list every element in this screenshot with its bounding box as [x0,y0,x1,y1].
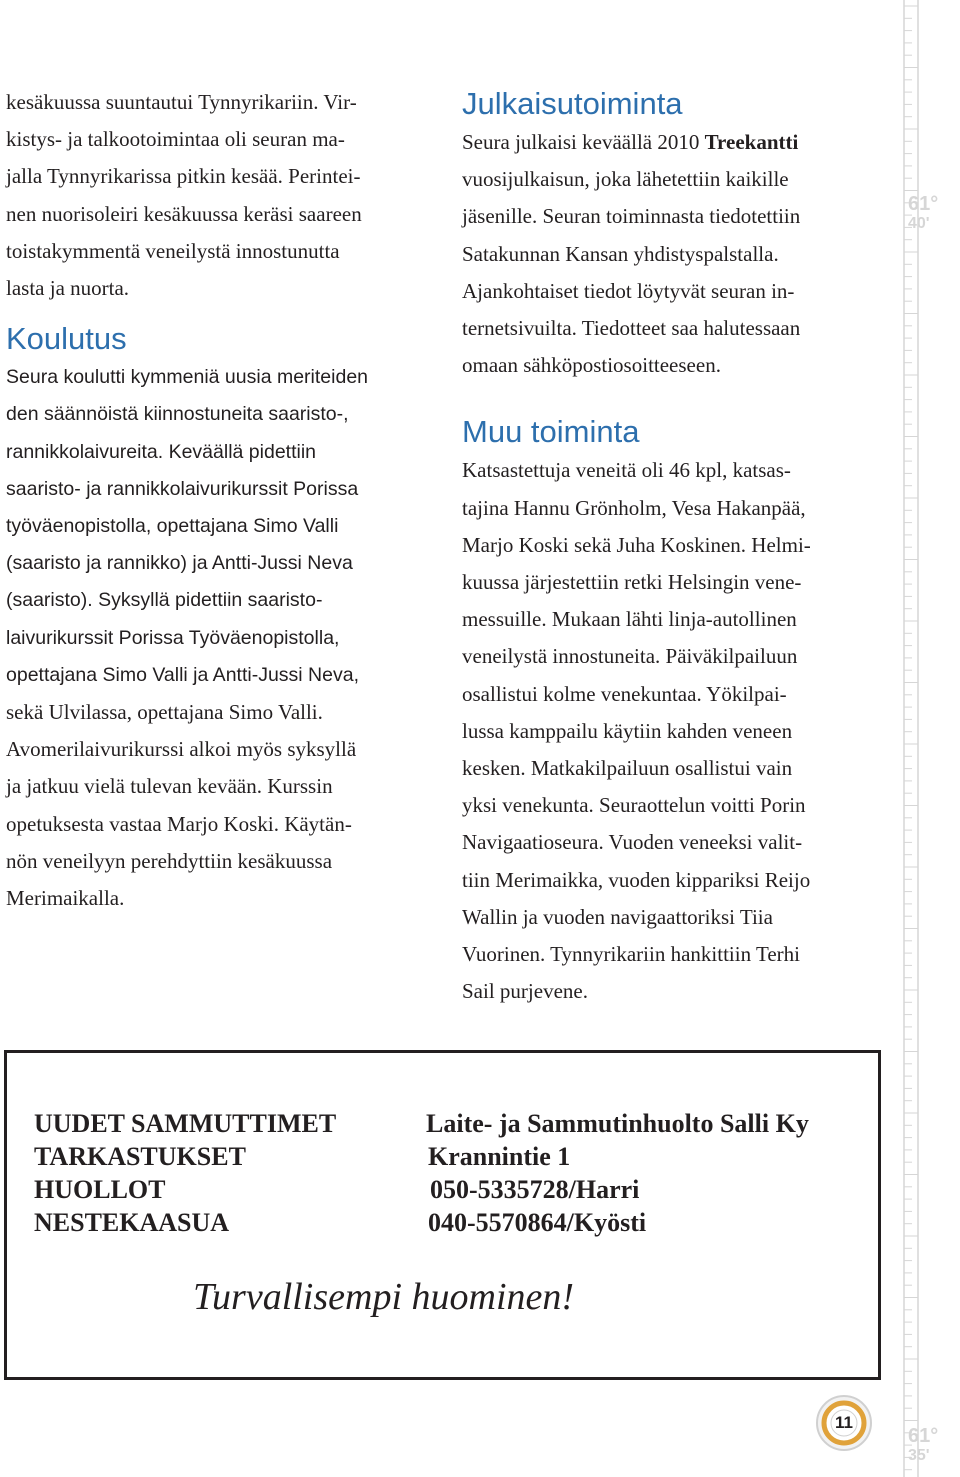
coordinate-label-bottom [908,1426,938,1464]
advert-service-line: UUDET SAMMUTTIMET [34,1109,337,1138]
coordinate-label-top [908,194,938,232]
right-column [462,84,902,1010]
muu-line: Wallin ja vuoden navigaattoriksi Tiia [462,904,773,929]
koulutus-heading: Koulutus [6,321,127,357]
muu-line: Marjo Koski sekä Juha Koskinen. Helmi- [462,532,811,557]
page-number-badge [814,1393,874,1453]
coordinate-minutes: 40' [908,215,930,232]
muu-line: yksi venekunta. Seuraottelun voitti Porin [462,793,806,818]
advert-company-name: Laite- ja Sammutinhuolto Salli Ky [426,1109,809,1138]
muu-line: kesken. Matkakilpailuun osallistui vain [462,756,793,781]
julkaisu-line: Satakunnan Kansan yhdistyspalstalla. [462,241,779,266]
coordinate-degrees: 61° [908,1425,939,1447]
koulutus-line: den säännöistä kiinnostuneita saaristo-, [6,403,349,426]
julkaisu-line: omaan sähköpostiosoitteeseen. [462,353,721,378]
muu-line: osallistui kolme venekuntaa. Yökilpai- [462,681,787,706]
julkaisu-line: ternetsivuilta. Tiedotteet saa halutessaan [462,316,801,341]
koulutus-line: laivurikurssit Porissa Työväenopistolla, [6,626,340,649]
muu-line: Navigaatioseura. Vuoden veneeksi valit- [462,830,803,855]
intro-line: jalla Tynnyrikarissa pitkin kesää. Perintei- [6,164,361,189]
intro-line: nen nuorisoleiri kesäkuussa keräsi saareen [6,201,362,226]
muu-line: Sail purjevene. [462,979,588,1004]
intro-line: lasta ja nuorta. [6,276,130,301]
koulutus-line: Merimaikalla. [6,886,125,911]
advert-service-line: HUOLLOT [34,1175,166,1204]
julkaisu-first-line [462,124,902,161]
coordinate-degrees: 61° [908,193,939,215]
koulutus-line: Seura koulutti kymmeniä uusia meriteiden [6,366,369,389]
koulutus-line: (saaristo ja rannikko) ja Antti-Jussi Neva [6,552,353,575]
muu-line: veneilystä innostuneita. Päiväkilpailuun [462,644,798,669]
left-column [6,84,436,917]
koulutus-line: rannikkolaivureita. Keväällä pidettiin [6,440,317,463]
muu-line: tiin Merimaikka, vuoden kippariksi Reijo [462,867,811,892]
muu-line: Vuorinen. Tynnyrikariin hankittiin Terhi [462,942,800,967]
muu-line: lussa kamppailu käytiin kahden veneen [462,718,793,743]
advert-phone: 040-5570864/Kyösti [428,1208,647,1237]
advert-box [4,1050,881,1380]
intro-line: toistakymmentä veneilystä innostunutta [6,238,340,263]
julkaisu-first-text: Seura julkaisi keväällä 2010 [462,130,705,154]
julkaisu-line: Ajankohtaiset tiedot löytyvät seuran in- [462,278,795,303]
julkaisu-line: vuosijulkaisun, joka lähetettiin kaikille [462,167,789,192]
treekantti-title: Treekantti [704,130,799,154]
advert-slogan: Turvallisempi huominen! [193,1276,575,1318]
muu-toiminta-heading: Muu toiminta [462,414,640,450]
advert-address: Krannintie 1 [428,1142,571,1171]
muu-line: Katsastettuja veneitä oli 46 kpl, katsas- [462,458,791,483]
advert-phone: 050-5335728/Harri [430,1175,640,1204]
advert-service-line: NESTEKAASUA [34,1208,230,1237]
advert-service-line: TARKASTUKSET [34,1142,246,1171]
intro-line: kesäkuussa suuntautui Tynnyrikariin. Vir- [6,90,357,114]
koulutus-line: nön veneilyyn perehdyttiin kesäkuussa [6,848,333,873]
muu-line: messuille. Mukaan lähti linja-autollinen [462,607,797,632]
koulutus-line: opettajana Simo Valli ja Antti-Jussi Neva, [6,663,359,686]
muu-line: tajina Hannu Grönholm, Vesa Hakanpää, [462,495,806,520]
koulutus-line: (saaristo). Syksyllä pidettiin saaristo- [6,589,323,612]
koulutus-line: ja jatkuu vielä tulevan kevään. Kurssin [6,774,333,799]
margin-scale-ruler [900,0,960,1477]
koulutus-line: Avomerilaivurikurssi alkoi myös syksyllä [6,737,357,762]
julkaisu-line: jäsenille. Seuran toiminnasta tiedotettiin [462,204,801,229]
coordinate-minutes: 35' [908,1447,930,1464]
julkaisu-heading: Julkaisutoiminta [462,86,683,121]
koulutus-line: sekä Ulvilassa, opettajana Simo Valli. [6,700,323,725]
koulutus-line: työväenopistolla, opettajana Simo Valli [6,515,339,538]
muu-line: kuussa järjestettiin retki Helsingin vene- [462,570,802,595]
koulutus-line: saaristo- ja rannikkolaivurikurssit Porissa [6,477,359,500]
koulutus-line: opetuksesta vastaa Marjo Koski. Käytän- [6,811,352,836]
page-number: 11 [835,1413,853,1432]
intro-line: kistys- ja talkootoimintaa oli seuran ma- [6,127,345,152]
